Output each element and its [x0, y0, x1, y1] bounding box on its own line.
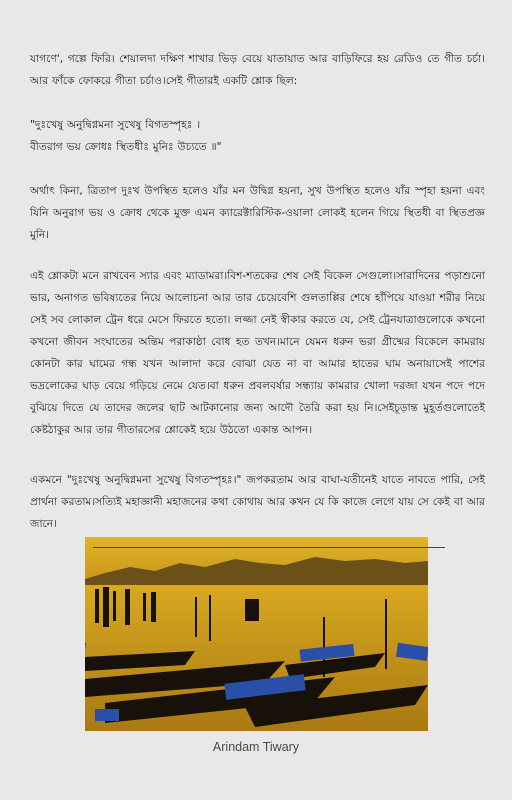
shloka-line-2: বীতরাগ ভয় ক্রোধঃ স্থিতধীঃ মুনিঃ উচ্যতে ॥" [30, 141, 222, 153]
photo-top-rule [93, 547, 445, 548]
shloka-quote [30, 114, 485, 158]
paragraph-text: যাগণে', গল্পে ফিরি। শেয়ালদা দক্ষিণ শাখার ভিড় বেয়ে যাতায়াত আর বাড়িফিরে হয় রেডিও তে গীত চর্চা।আর ফাঁকে ফোকরে গীতা চর্চাও।সেই গীতারই একটি শ্লোক ছিল: [30, 53, 485, 87]
shloka-line-1: "দুঃখেষু অনুদ্বিগ্নমনা সুখেষু বিগতস্পৃহঃ । [30, 119, 201, 131]
lake-boats-photo [85, 537, 428, 731]
paragraph-text: একমনে "দুঃখেষু অনুদ্বিগ্নমনা সুখেষু বিগতস্পৃহঃ।" জপকরতাম আর বাঘা-যতীনেই যাতে নাবতে পারি, সেই প্রার্থনা করতাম।সত্যিই মহাজ্ঞানী মহাজনের কথা কোথায় আর কখন যে কি কাজে লেগে যায় সে কেই বা আর জানে। [30, 474, 485, 530]
photo-illustration [85, 537, 428, 731]
paragraph-text: এই শ্লোকটা মনে রাখবেন স্যার এবং ম্যাডামরা।বিশ-শতকের শেষ সেই বিকেল সেগুলো।সারাদিনের পড়াশুনো ভার, অনাগত ভবিষ্যতের নিয়ে আলোচনা আর তার চেয়েবেশি গুলতাপ্পির শেষে হাঁপিয়ে যাওয়া শরীর নিয়ে সেই সব লোকাল ট্রেন ধরে মেসে ফিরতে হতো। লজ্জা নেই স্বীকার করতে যে, সেই ট্রেনযাত্রাগুলোকে কখনো কখনো জীবন সংঘাতের অন্তিম পরাকাষ্ঠা বোধ হত তখন।মানে যেমন ধরুন ভরা গ্রীষ্মের বিকেলে কামরায় কোনটা কার ঘামের গন্ধ যখন আলাদা করে বোঝা যেত না বা আমার হাতের ঘাম অনায়াসেই পাশের ভদ্রলোকের ঘাড় বেয়ে গড়িয়ে নেমে যেত।বা ধরুন প্রবলবর্ষার সন্ধ্যায় কামরার খোলা দরজা যখন পদে পদে বুঝিয়ে দিতে যে তাদের জলের ছাট আটকানোর জন্য আদৌ তৈরি করা হয় নি।সেইচূড়ান্ত মুহূর্তগুলোতেই কেষ্টঠাকুর আর তার গীতারসের শ্লোকেই হয়ে উঠতো একান্ত আপন। [30, 270, 485, 436]
paragraph-intro [30, 48, 485, 92]
paragraph-train-story [30, 265, 485, 441]
paragraph-closing [30, 469, 485, 535]
paragraph-meaning [30, 180, 485, 246]
paragraph-text: অর্থাৎ কিনা, ত্রিতাপ দুঃখ উপস্থিত হলেও যাঁর মন উদ্বিগ্ন হয়না, সুখ উপস্থিত হলেও যাঁর স্পৃহা হয়না এবং যিনি অনুরাগ ভয় ও ক্রোধ থেকে মুক্ত এমন ক্যারেক্টারিস্টিক-ওয়ালা লোকই হলেন গিয়ে স্থিতধী বা স্থিতপ্রজ্ঞ মুনি। [30, 185, 485, 241]
photo-caption: Arindam Tiwary [212, 740, 300, 754]
